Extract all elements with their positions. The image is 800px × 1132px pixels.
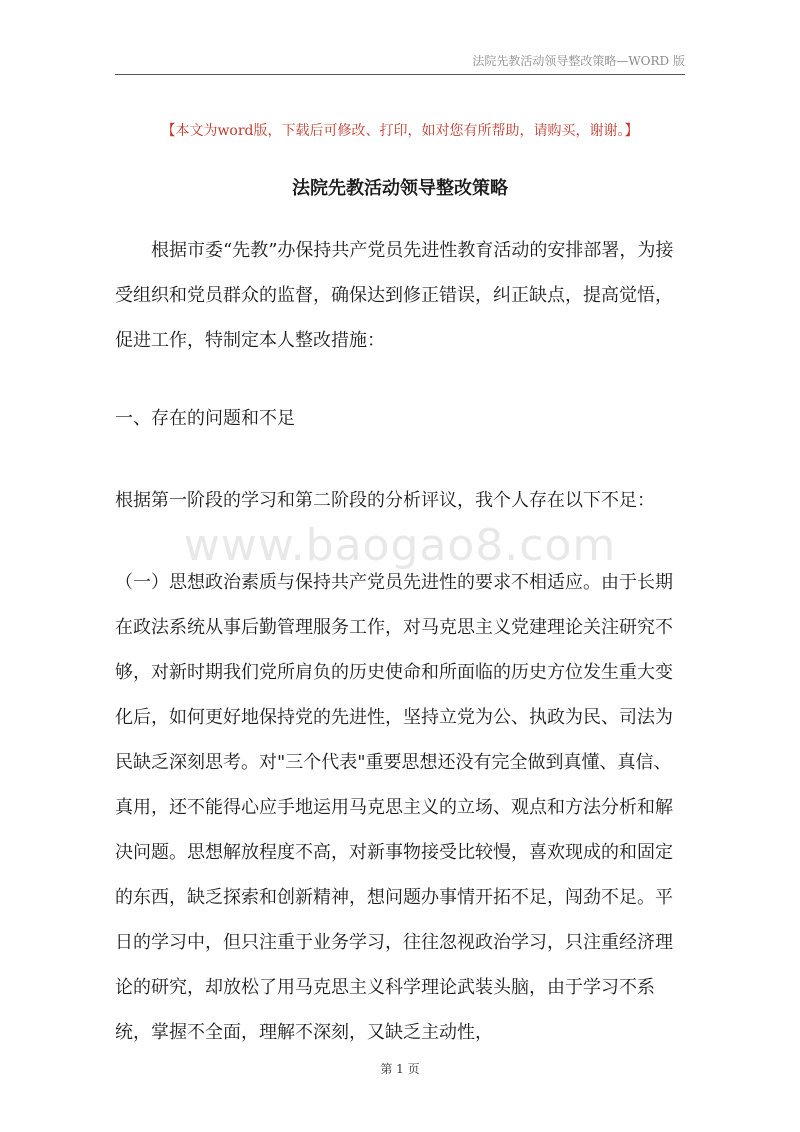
page-number: 第 1 页: [380, 1062, 420, 1076]
point-one-paragraph: （一）思想政治素质与保持共产党员先进性的要求不相适应。由于长期在政法系统从事后勤管理服务工作，对马克思主义党建理论关注研究不够，对新时期我们党所肩负的历史使命和所面临的历史方位发生重大变化后，如何更好地保持党的先进性，坚持立党为公、执政为民、司法为民缺乏深刻思考。对"三个代表"重要思想还没有完全做到真懂、真信、真用，还不能得心应手地运用马克思主义的立场、观点和方法分析和解决问题。思想解放程度不高，对新事物接受比较慢，喜欢现成的和固定的东西，缺乏探索和创新精神，想问题办事情开拓不足，闯劲不足。平日的学习中，但只注重于业务学习，往往忽视政治学习，只注重经济理论的研究，却放松了用马克思主义科学理论武装头脑，由于学习不系统，掌握不全面，理解不深刻，又缺乏主动性，: [115, 572, 673, 1043]
running-header: 法院先教活动领导整改策略—WORD 版: [472, 54, 685, 68]
section-lead-paragraph: 根据第一阶段的学习和第二阶段的分析评议，我个人存在以下不足：: [115, 490, 655, 511]
document-title: 法院先教活动领导整改策略: [292, 178, 508, 199]
site-watermark: www.baogao8.com: [183, 520, 617, 571]
intro-paragraph: 根据市委“先教”办保持共产党员先进性教育活动的安排部署，为接受组织和党员群众的监督，确保达到修正错误，纠正缺点，提高觉悟，促进工作，特制定本人整改措施：: [115, 240, 674, 351]
purchase-notice: 【本文为word版，下载后可修改、打印，如对您有所帮助，请购买，谢谢。】: [161, 123, 639, 139]
section-heading: 一、存在的问题和不足: [115, 408, 295, 429]
header-divider: [115, 74, 685, 75]
